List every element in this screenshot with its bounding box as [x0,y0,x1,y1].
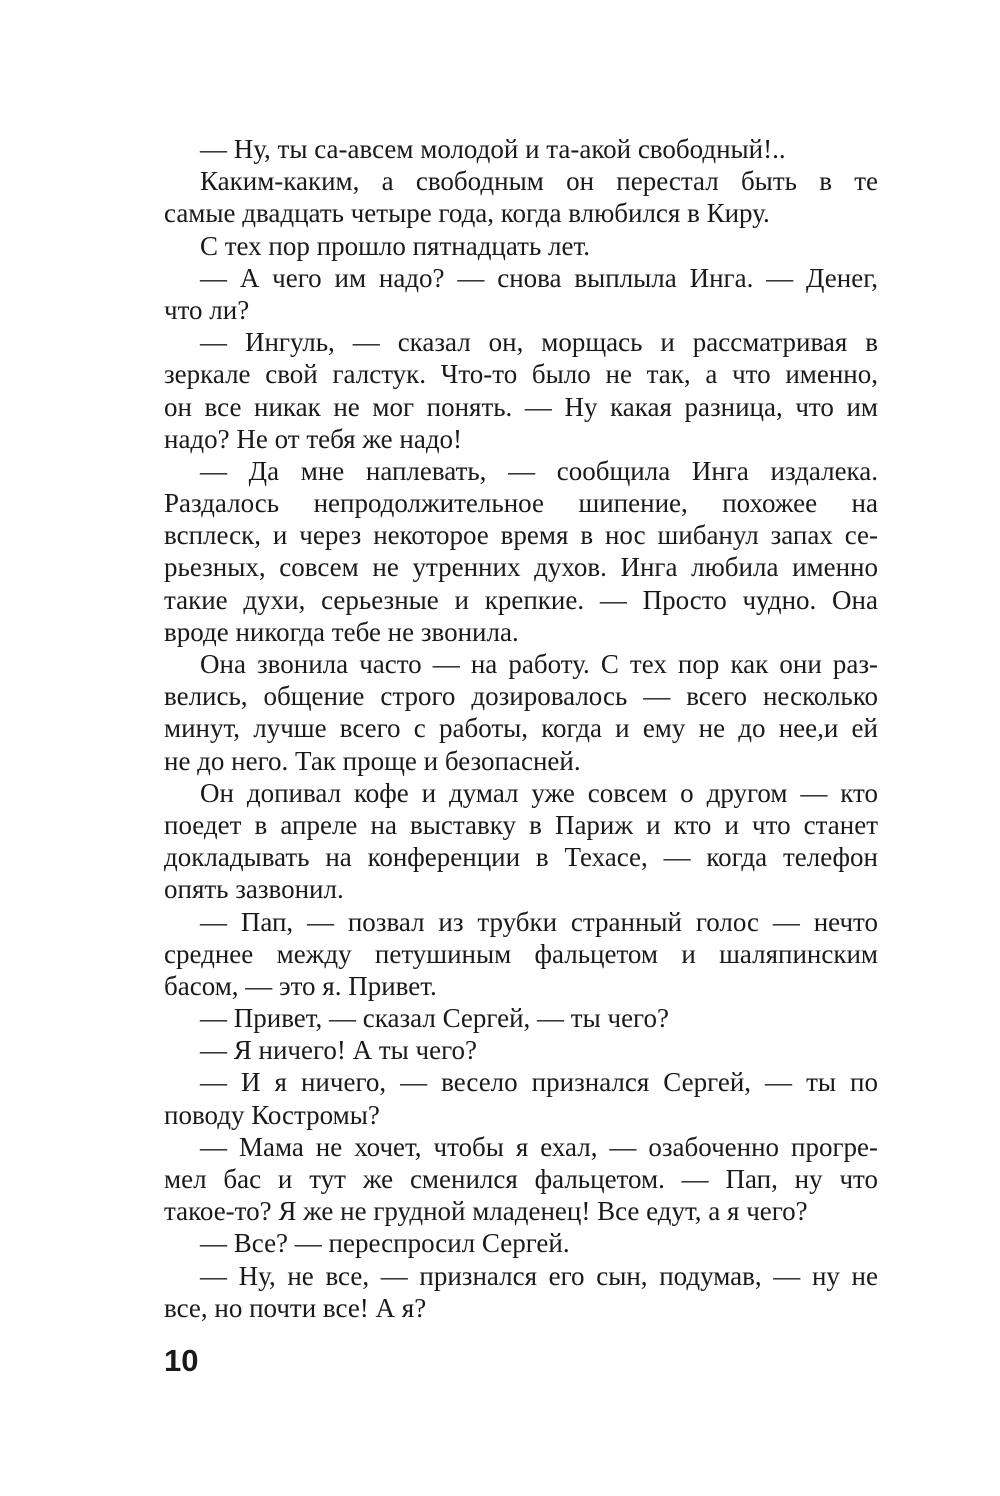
text-line: самые двадцать четыре года, когда влюбился в Киру. [164,198,770,229]
text-line: зеркале свой галстук. Что-то было не так, а что именно, [164,359,878,390]
text-line: Каким-каким, а свободным он перестал быть в те [200,166,878,197]
text-line: он все никак не мог понять. — Ну какая разница, что им [164,391,878,422]
text-line: — И я ничего, — весело признался Сергей, — ты по [200,1067,878,1098]
body-text [164,133,878,1324]
text-line: — Ну, ты са-авсем молодой и та-акой свободный!.. [200,134,786,164]
text-line: что ли? [164,294,250,325]
text-line: все, но почти все! А я? [164,1292,427,1323]
text-line: — Ингуль, — сказал он, морщась и рассматривая в [200,327,878,358]
text-line: — Я ничего! А ты чего? [200,1035,478,1066]
text-line: — Все? — переспросил Сергей. [200,1228,570,1259]
text-line: басом, — это я. Привет. [164,970,437,1001]
text-line: — Да мне наплевать, — сообщила Инга издалека. [200,455,878,486]
text-line: всплеск, и через некоторое время в нос шибанул запах се- [164,520,878,551]
text-line: минут, лучше всего с работы, когда и ему не до нее,и ей [164,713,878,744]
text-line: С тех пор прошло пятнадцать лет. [200,230,591,261]
text-line: докладывать на конференции в Техасе, — когда телефон [164,842,878,873]
text-line: Он допивал кофе и думал уже совсем о другом — кто [200,777,878,808]
text-line: поедет в апреле на выставку в Париж и кто и что станет [164,809,878,840]
text-line: такие духи, серьезные и крепкие. — Просто чудно. Она [164,584,878,615]
text-line: не до него. Так проще и безопасней. [164,745,581,776]
page-number: 10 [164,1343,199,1378]
text-line: опять зазвонил. [164,874,344,905]
text-line: — Ну, не все, — признался его сын, подумав, — ну не [200,1260,878,1291]
text-line: — А чего им надо? — снова выплыла Инга. — Денег, [200,262,878,293]
text-line: поводу Костромы? [164,1099,380,1130]
text-line: Она звонила часто — на работу. С тех пор как они раз- [200,649,878,679]
text-line: рьезных, совсем не утренних духов. Инга любила именно [164,552,878,583]
text-line: вроде никогда тебе не звонила. [164,616,519,647]
text-line: — Мама не хочет, чтобы я ехал, — озабоченно прогре- [200,1131,878,1162]
text-line: такое-то? Я же не грудной младенец! Все едут, а я чего? [164,1196,808,1227]
text-line: мел бас и тут же сменился фальцетом. — Пап, ну что [164,1164,878,1194]
text-line: надо? Не от тебя же надо! [164,423,463,454]
text-line: велись, общение строго дозировалось — всего несколько [164,681,878,712]
text-line: Раздалось непродолжительное шипение, похожее на [164,488,878,519]
text-line: — Привет, — сказал Сергей, — ты чего? [200,1003,669,1034]
text-line: среднее между петушиным фальцетом и шаляпинским [164,938,878,969]
text-line: — Пап, — позвал из трубки странный голос — нечто [200,906,878,937]
